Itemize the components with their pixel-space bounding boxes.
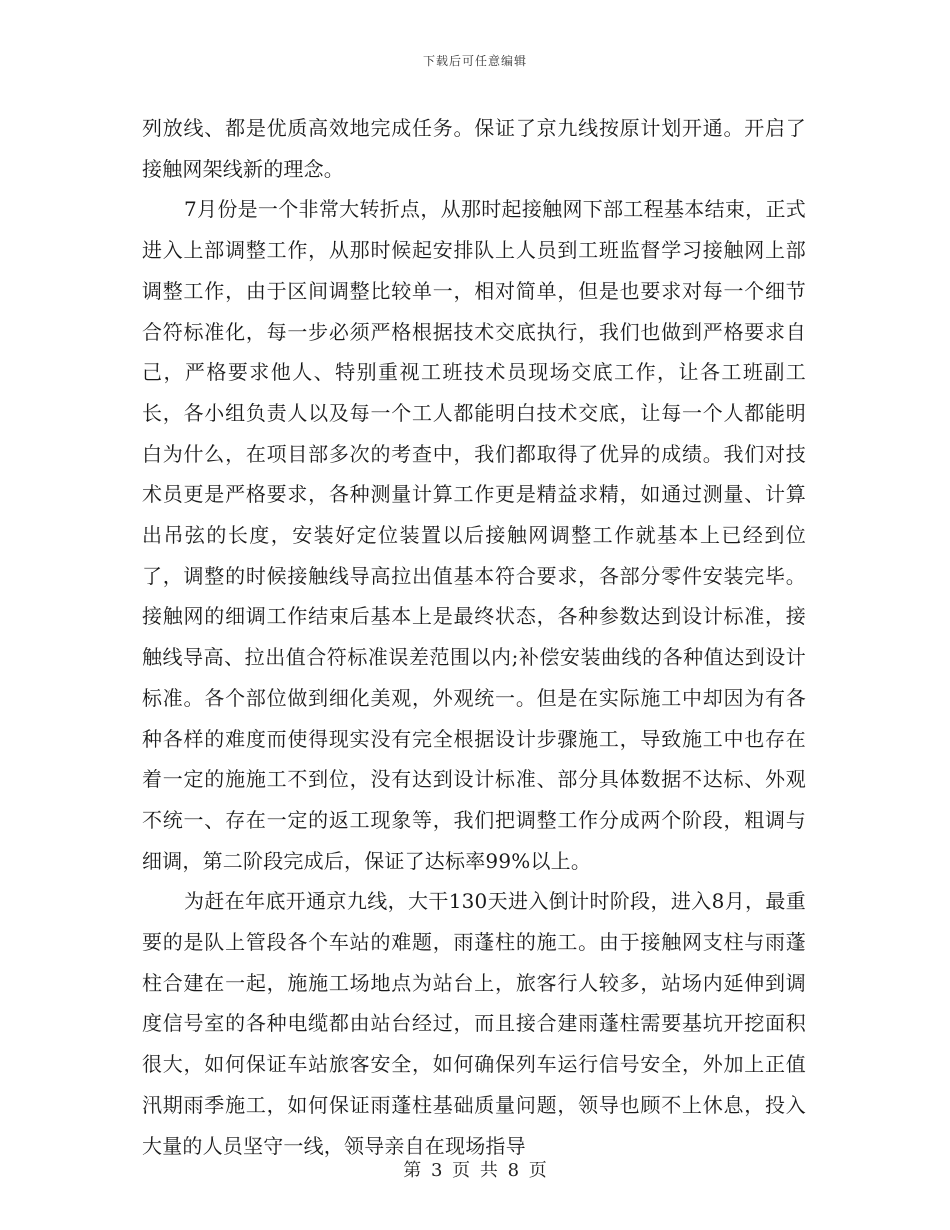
document-body bbox=[142, 108, 806, 1166]
paragraph-1: 列放线、都是优质高效地完成任务。保证了京九线按原计划开通。开启了接触网架线新的理念。 bbox=[142, 116, 806, 181]
page-footer: 第 3 页 共 8 页 bbox=[403, 1160, 547, 1181]
page-header: 下载后可任意编辑 bbox=[422, 54, 527, 68]
paragraph-2: 7月份是一个非常大转折点，从那时起接触网下部工程基本结束，正式进入上部调整工作，从那时候起安排队上人员到工班监督学习接触网上部调整工作，由于区间调整比较单一，相对简单，但是也要求对每一个细节合符标准化，每一步必须严格根据技术交底执行，我们也做到严格要求自己，严格要求他人、特别重视工班技术员现场交底工作，让各工班副工长，各小组负责人以及每一个工人都能明白技术交底，让每一个人都能明白为什么，在项目部多次的考查中，我们都取得了优异的成绩。我们对技术员更是严格要求，各种测量计算工作更是精益求精，如通过测量、计算出吊弦的长度，安装好定位装置以后接触网调整工作就基本上已经到位了，调整的时候接触线导高拉出值基本符合要求，各部分零件安装完毕。接触网的细调工作结束后基本上是最终状态，各种参数达到设计标准，接触线导高、拉出值合符标准误差范围以内;补偿安装曲线的各种值达到设计标准。各个部位做到细化美观，外观统一。但是在实际施工中却因为有各种各样的难度而使得现实没有完全根据设计步骤施工，导致施工中也存在着一定的施施工不到位，没有达到设计标准、部分具体数据不达标、外观不统一、存在一定的返工现象等，我们把调整工作分成两个阶段，粗调与细调，第二阶段完成后，保证了达标率99%以上。 bbox=[142, 197, 806, 873]
paragraph-3: 为赶在年底开通京九线，大干130天进入倒计时阶段，进入8月，最重要的是队上管段各个车站的难题，雨蓬柱的施工。由于接触网支柱与雨蓬柱合建在一起，施施工场地点为站台上，旅客行人较多，站场内延伸到调度信号室的各种电缆都由站台经过，而且接合建雨蓬柱需要基坑开挖面积很大，如何保证车站旅客安全，如何确保列车运行信号安全，外加上正值汛期雨季施工，如何保证雨蓬柱基础质量问题，领导也顾不上休息，投入大量的人员坚守一线，领导亲自在现场指导 bbox=[142, 889, 806, 1158]
